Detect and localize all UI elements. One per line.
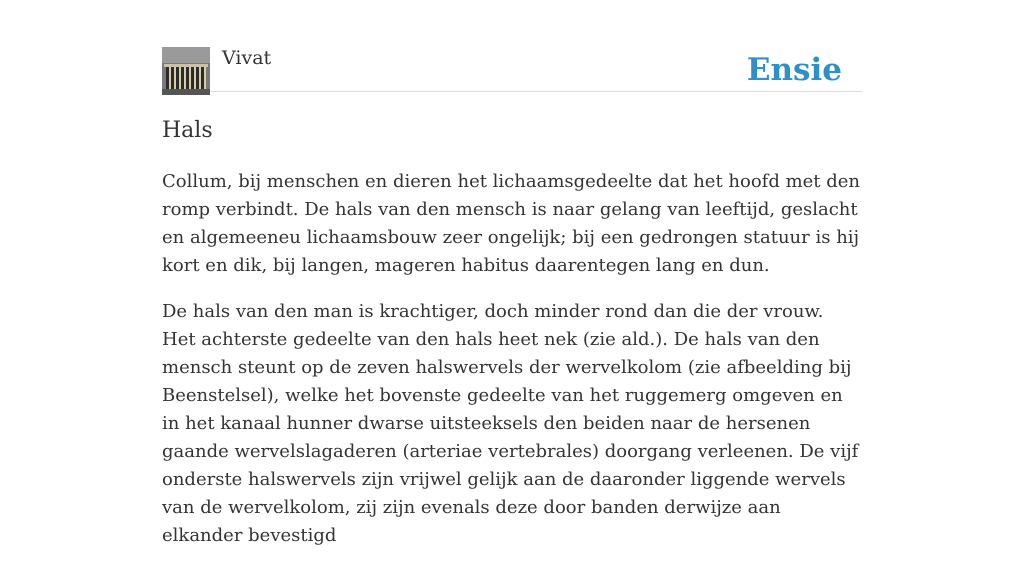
- article-paragraph: Collum, bij menschen en dieren het lichaamsgedeelte dat het hoofd met den romp verbindt. De hals van den mensch is naar gelang van leeftijd, geslacht en algemeeneu lichaamsbouw zeer ongelijk; bij een gedrongen statuur is hij kort en dik, bij langen, mageren habitus daarentegen lang en dun.: [162, 171, 861, 276]
- article-paragraph: De hals van den man is krachtiger, doch minder rond dan die der vrouw. Het achterste gedeelte van den hals heet nek (zie ald.). De hals van den mensch steunt op de zeven halswervels der wervelkolom (zie afbeelding bij Beenstelsel), welke het bovenste gedeelte van het ruggemerg omgeven en in het kanaal hunner dwarse uitsteeksels den beiden naar de hersenen gaande wervelslagaderen (arteriae vertebrales) doorgang verleenen. De vijf onderste halswervels zijn vrijwel gelijk aan de daaronder liggende wervels van de wervelkolom, zij zijn evenals deze door banden derwijze aan elkander bevestigd: [162, 301, 859, 546]
- book-spines-icon[interactable]: [162, 47, 210, 95]
- article-body: [162, 168, 862, 568]
- source-name-link[interactable]: Vivat: [222, 47, 272, 69]
- page-title: Hals: [162, 118, 213, 143]
- brand-logo-link[interactable]: Ensie: [746, 52, 842, 88]
- header: [162, 46, 862, 92]
